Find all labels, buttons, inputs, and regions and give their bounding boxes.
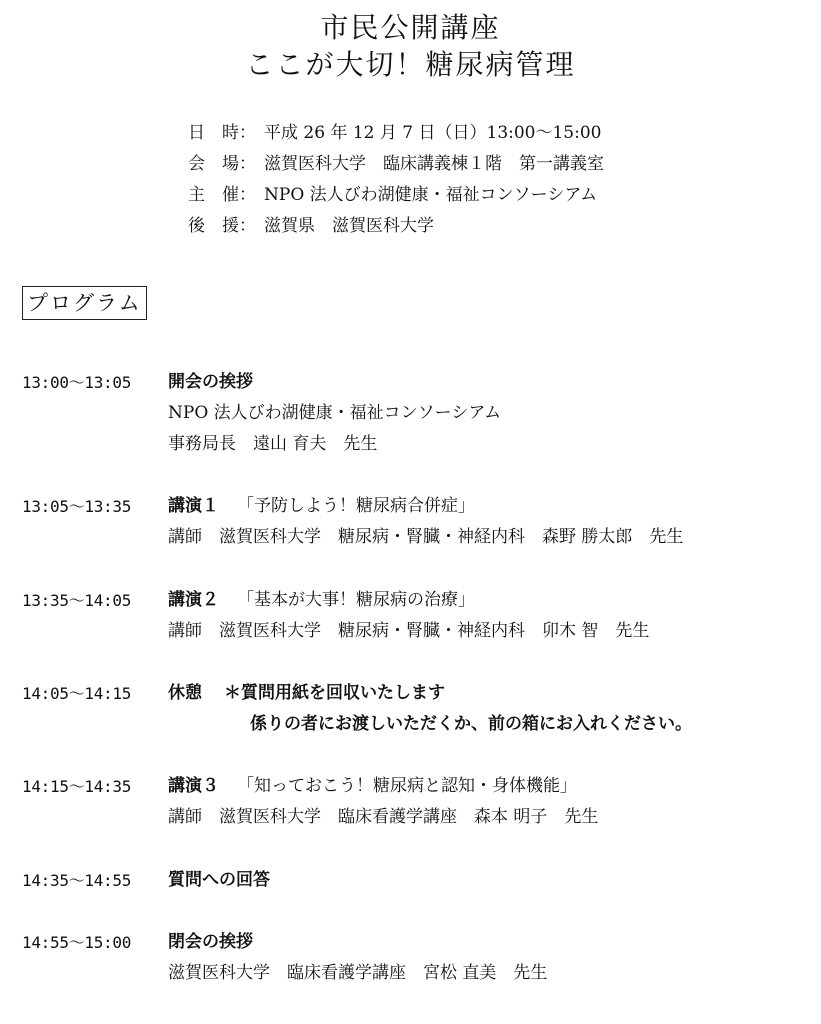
program-time: 14:15～14:35 [22, 777, 132, 796]
program-item-header [22, 927, 812, 958]
program-title: 講演１ [168, 496, 219, 516]
program-detail: 事務局長 遠山 育夫 先生 [168, 434, 378, 454]
page-title-line-2: ここが大切！糖尿病管理 [245, 48, 576, 81]
program-title: 講演３ [168, 776, 219, 796]
program-detail: NPO 法人びわ湖健康・福祉コンソーシアム [168, 403, 502, 423]
program-subtitle: 「予防しよう！糖尿病合併症」 [237, 496, 475, 516]
program-time: 13:05～13:35 [22, 497, 132, 516]
program-detail: 講師 滋賀医科大学 臨床看護学講座 森本 明子 先生 [168, 807, 599, 827]
program-title: 質問への回答 [168, 870, 270, 890]
info-row-sponsor [188, 211, 604, 242]
program-detail: 滋賀医科大学 臨床看護学講座 宮松 直美 先生 [168, 963, 548, 983]
program-item-opening [22, 367, 812, 460]
program-item-header [22, 491, 812, 522]
info-label: 主 催： [188, 185, 256, 205]
program-time: 14:05～14:15 [22, 684, 132, 703]
program-item-header [22, 865, 812, 896]
program-title: 開会の挨拶 [168, 372, 253, 392]
program-time: 13:35～14:05 [22, 591, 132, 610]
info-row-venue [188, 149, 604, 180]
event-info [188, 118, 604, 242]
program-time: 14:35～14:55 [22, 871, 132, 890]
info-row-organizer [188, 180, 604, 211]
program-note-continued: 係りの者にお渡しいただくか、前の箱にお入れください。 [250, 714, 692, 734]
program-item-header [22, 585, 812, 616]
program-heading: プログラム [22, 286, 147, 320]
info-label: 会 場： [188, 154, 256, 174]
program-item-header [22, 678, 812, 709]
program-detail: 講師 滋賀医科大学 糖尿病・腎臓・神経内科 森野 勝太郎 先生 [168, 527, 684, 547]
page-title-line-1: 市民公開講座 [320, 11, 501, 44]
program-subtitle: 「基本が大事！糖尿病の治療」 [237, 590, 475, 610]
program-title: 講演２ [168, 590, 219, 610]
program-title: 閉会の挨拶 [168, 932, 253, 952]
info-value: 滋賀県 滋賀医科大学 [264, 216, 434, 236]
program-subtitle: 「知っておこう！糖尿病と認知・身体機能」 [237, 776, 577, 796]
program-item-closing [22, 927, 812, 989]
program-title: 休憩 [168, 683, 202, 703]
program-detail: 講師 滋賀医科大学 糖尿病・腎臓・神経内科 卯木 智 先生 [168, 621, 650, 641]
program-item-lecture-2 [22, 585, 812, 647]
info-value: 滋賀医科大学 臨床講義棟１階 第一講義室 [264, 154, 604, 174]
program-item-header [22, 771, 812, 802]
program-item-lecture-3 [22, 771, 812, 833]
program-item-lecture-1 [22, 491, 812, 553]
program-time: 14:55～15:00 [22, 933, 132, 952]
program-time: 13:00～13:05 [22, 373, 132, 392]
program-item-qa [22, 865, 812, 896]
info-row-date [188, 118, 604, 149]
info-value: 平成 26 年 12 月 7 日（日）13:00～15:00 [264, 123, 602, 143]
program-item-header [22, 367, 812, 398]
info-label: 後 援： [188, 216, 256, 236]
program-note: ＊質問用紙を回収いたします [224, 683, 445, 703]
info-value: NPO 法人びわ湖健康・福祉コンソーシアム [264, 185, 598, 205]
program-item-break [22, 678, 812, 740]
info-label: 日 時： [188, 123, 256, 143]
